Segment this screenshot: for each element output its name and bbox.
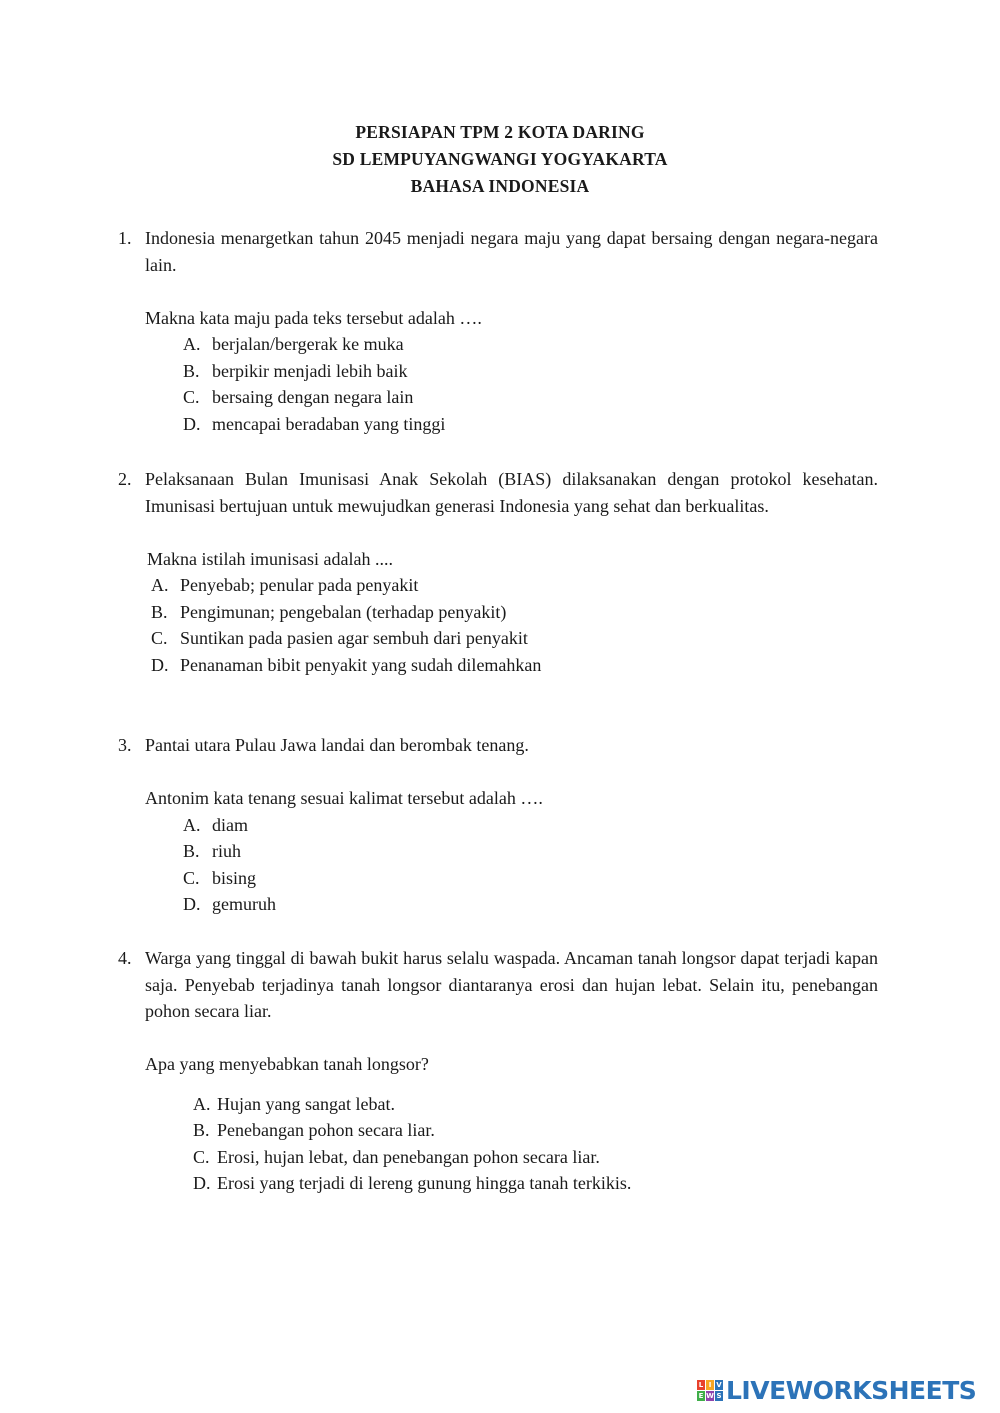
option-letter: D. [183,413,201,434]
answer-option-b[interactable] [193,1117,878,1144]
answer-option-c[interactable] [183,384,878,411]
liveworksheets-logo-icon [697,1380,723,1401]
answer-option-a[interactable] [183,331,878,358]
question-text: Pantai utara Pulau Jawa landai dan berombak tenang. [145,735,529,755]
question-number: 2. [118,469,132,489]
option-text: bising [212,867,257,888]
header-school: SD LEMPUYANGWANGI YOGYAKARTA [332,149,668,169]
answer-option-c[interactable] [193,1144,878,1171]
answer-option-a[interactable] [193,1091,878,1118]
answer-option-b[interactable] [151,599,878,626]
option-letter: C. [193,1146,210,1167]
option-letter: C. [151,628,168,648]
option-text: Erosi yang terjadi di lereng gunung hingga tanah terkikis. [217,1173,632,1193]
answer-options [183,331,878,437]
option-letter: D. [193,1173,211,1193]
option-letter: D. [151,654,169,675]
option-text: gemuruh [212,894,276,914]
option-letter: B. [183,360,200,381]
answer-option-c[interactable] [151,625,878,652]
option-text: berpikir menjadi lebih baik [212,360,408,381]
option-letter: B. [193,1120,210,1140]
logo-tile: L [698,1381,704,1389]
question-number: 4. [118,948,132,968]
logo-tile: V [716,1381,722,1389]
option-text: Hujan yang sangat lebat. [217,1093,395,1114]
option-text: Erosi, hujan lebat, dan penebangan pohon secara liar. [217,1146,600,1167]
option-letter: A. [151,575,169,595]
option-text: riuh [212,841,241,861]
answer-option-d[interactable] [183,411,878,438]
question-1 [118,225,878,437]
question-prompt: Makna istilah imunisasi adalah .... [147,548,393,569]
question-3 [118,732,878,918]
option-letter: A. [193,1093,211,1114]
option-letter: A. [183,814,201,835]
option-letter: C. [183,387,200,407]
answer-option-d[interactable] [193,1170,878,1197]
option-text: Penebangan pohon secara liar. [217,1120,435,1140]
question-prompt: Apa yang menyebabkan tanah longsor? [145,1054,429,1074]
question-prompt: Makna kata maju pada teks tersebut adalah …. [145,307,482,328]
logo-tile: W [706,1392,714,1400]
option-letter: D. [183,894,201,914]
question-text: Indonesia menargetkan tahun 2045 menjadi negara maju yang dapat bersaing dengan negara-negara lain. [145,228,878,275]
question-prompt: Antonim kata tenang sesuai kalimat tersebut adalah …. [145,788,543,808]
answer-options [193,1091,878,1197]
option-letter: C. [183,867,200,888]
question-number: 1. [118,228,132,248]
question-number: 3. [118,735,132,755]
liveworksheets-brand[interactable] [697,1376,976,1405]
option-letter: B. [183,841,200,861]
answer-option-d[interactable] [151,652,878,679]
option-text: Penyebab; penular pada penyakit [180,575,419,595]
option-text: Pengimunan; pengebalan (terhadap penyakit) [180,601,507,622]
question-text: Pelaksanaan Bulan Imunisasi Anak Sekolah (BIAS) dilaksanakan dengan protokol kesehatan. Imunisasi bertujuan untuk mewujudkan generasi Indonesia yang sehat dan berkualitas. [145,469,878,516]
option-text: diam [212,814,248,835]
answer-option-c[interactable] [183,865,878,892]
answer-options [151,572,878,678]
question-text: Warga yang tinggal di bawah bukit harus selalu waspada. Ancaman tanah longsor dapat terjadi kapan saja. Penyebab terjadinya tanah longsor diantaranya erosi dan hujan lebat. Selain itu, penebangan pohon secara liar. [145,948,878,1021]
option-letter: A. [183,334,201,354]
option-text: Suntikan pada pasien agar sembuh dari penyakit [180,628,528,648]
option-text: bersaing dengan negara lain [212,387,414,407]
question-2 [118,466,878,678]
answer-option-a[interactable] [183,812,878,839]
header-title: PERSIAPAN TPM 2 KOTA DARING [355,122,645,142]
option-text: berjalan/bergerak ke muka [212,334,404,354]
answer-options [183,812,878,918]
header-subject: BAHASA INDONESIA [410,176,590,196]
logo-tile: E [698,1392,704,1400]
logo-tile: S [716,1392,722,1400]
option-text: Penanaman bibit penyakit yang sudah dilemahkan [180,654,542,675]
question-4 [118,945,878,1197]
brand-name: LIVEWORKSHEETS [726,1376,977,1405]
option-text: mencapai beradaban yang tinggi [212,413,446,434]
option-letter: B. [151,601,168,622]
logo-tile: I [706,1380,714,1390]
answer-option-d[interactable] [183,891,878,918]
document-header [0,119,1000,200]
answer-option-b[interactable] [183,358,878,385]
answer-option-a[interactable] [151,572,878,599]
answer-option-b[interactable] [183,838,878,865]
